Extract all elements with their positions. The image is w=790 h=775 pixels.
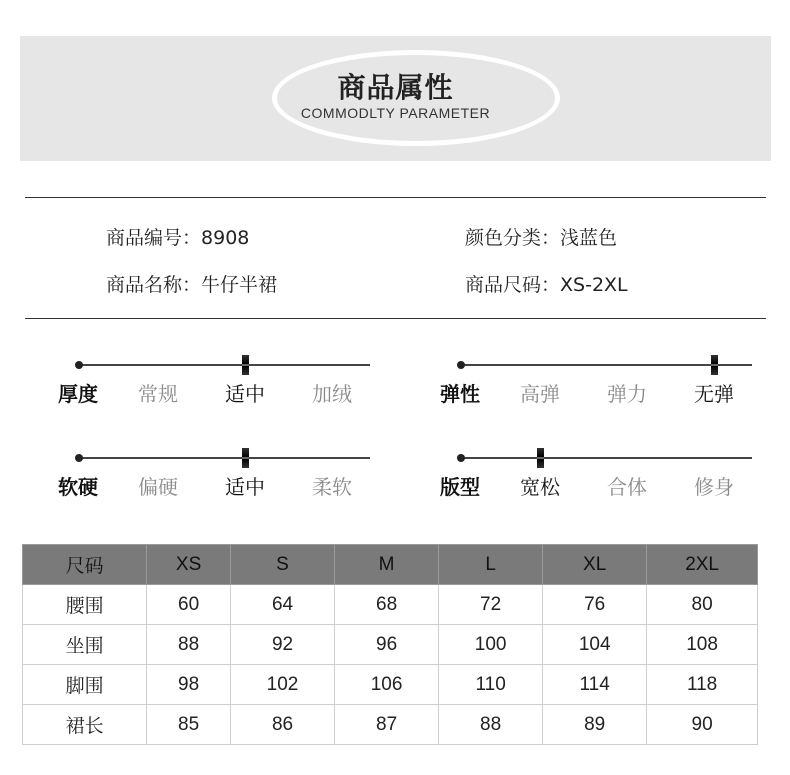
- info-color-label: 颜色分类：: [465, 227, 561, 249]
- page-title: 商品属性: [337, 71, 454, 104]
- size-cell: 96: [335, 625, 439, 665]
- scale-option: 高弹: [520, 382, 560, 406]
- size-cell: 85: [147, 705, 231, 745]
- size-row-label: 脚围: [23, 665, 147, 705]
- info-code: [106, 223, 249, 250]
- size-cell: 89: [543, 705, 647, 745]
- divider-top: [25, 197, 766, 198]
- size-cell: 64: [231, 585, 335, 625]
- info-code-value: 8908: [201, 227, 250, 249]
- scale-title: 厚度: [58, 382, 98, 406]
- size-cell: 88: [147, 625, 231, 665]
- size-cell: 118: [647, 665, 758, 705]
- scale-marker: [242, 448, 249, 468]
- scale-option: 常规: [138, 382, 178, 406]
- info-size: [465, 270, 628, 297]
- scale-option: 偏硬: [138, 475, 178, 499]
- size-cell: 104: [543, 625, 647, 665]
- size-cell: 92: [231, 625, 335, 665]
- size-cell: 108: [647, 625, 758, 665]
- size-cell: 98: [147, 665, 231, 705]
- info-name-label: 商品名称：: [106, 274, 202, 296]
- scale-line: [78, 364, 370, 366]
- size-cell: 60: [147, 585, 231, 625]
- table-row: [23, 585, 758, 625]
- size-cell: 76: [543, 585, 647, 625]
- info-color: [465, 223, 617, 250]
- size-cell: 86: [231, 705, 335, 745]
- scale-option: 合体: [607, 475, 647, 499]
- size-cell: 106: [335, 665, 439, 705]
- scale-option: 适中: [225, 475, 265, 499]
- size-header-cell: XS: [147, 545, 231, 585]
- scale-option: 柔软: [312, 475, 352, 499]
- scale-start-dot: [75, 361, 83, 369]
- scale-title: 软硬: [58, 475, 98, 499]
- table-row: [23, 705, 758, 745]
- scale-marker: [242, 355, 249, 375]
- size-header-cell: 2XL: [647, 545, 758, 585]
- size-cell: 72: [439, 585, 543, 625]
- scale-option: 弹力: [607, 382, 647, 406]
- scale-option: 宽松: [520, 475, 560, 499]
- size-cell: 80: [647, 585, 758, 625]
- scale-option: 适中: [225, 382, 265, 406]
- scale-start-dot: [75, 454, 83, 462]
- scale-marker: [537, 448, 544, 468]
- info-color-value: 浅蓝色: [560, 227, 618, 249]
- info-size-label: 商品尺码：: [465, 274, 561, 296]
- size-cell: 110: [439, 665, 543, 705]
- table-row: [23, 625, 758, 665]
- scale-start-dot: [457, 361, 465, 369]
- size-table: [22, 544, 758, 745]
- size-row-label: 腰围: [23, 585, 147, 625]
- table-row: [23, 665, 758, 705]
- size-header-cell: XL: [543, 545, 647, 585]
- scale-elasticity: [440, 340, 740, 406]
- scale-softness: [58, 433, 358, 499]
- size-cell: 68: [335, 585, 439, 625]
- size-table-header-row: [23, 545, 758, 585]
- divider-bottom: [25, 318, 766, 319]
- info-code-label: 商品编号：: [106, 227, 202, 249]
- size-header-cell: S: [231, 545, 335, 585]
- scale-option: 无弹: [694, 382, 734, 406]
- scale-line: [78, 457, 370, 459]
- size-cell: 88: [439, 705, 543, 745]
- scale-option: 修身: [694, 475, 734, 499]
- page-subtitle: COMMODLTY PARAMETER: [300, 105, 491, 121]
- scale-line: [460, 457, 752, 459]
- size-header-cell: M: [335, 545, 439, 585]
- size-row-label: 裙长: [23, 705, 147, 745]
- scale-line: [460, 364, 752, 366]
- info-size-value: XS-2XL: [560, 274, 628, 296]
- info-name: [106, 270, 277, 297]
- scale-title: 版型: [440, 475, 480, 499]
- size-cell: 102: [231, 665, 335, 705]
- scale-start-dot: [457, 454, 465, 462]
- size-header-cell: L: [439, 545, 543, 585]
- size-cell: 90: [647, 705, 758, 745]
- scale-fit: [440, 433, 740, 499]
- scale-option: 加绒: [312, 382, 352, 406]
- scale-thickness: [58, 340, 358, 406]
- size-cell: 100: [439, 625, 543, 665]
- header-band: [20, 36, 771, 161]
- scale-marker: [711, 355, 718, 375]
- size-header-cell: 尺码: [23, 545, 147, 585]
- scale-title: 弹性: [440, 382, 480, 406]
- size-row-label: 坐围: [23, 625, 147, 665]
- size-cell: 87: [335, 705, 439, 745]
- size-cell: 114: [543, 665, 647, 705]
- info-name-value: 牛仔半裙: [201, 274, 278, 296]
